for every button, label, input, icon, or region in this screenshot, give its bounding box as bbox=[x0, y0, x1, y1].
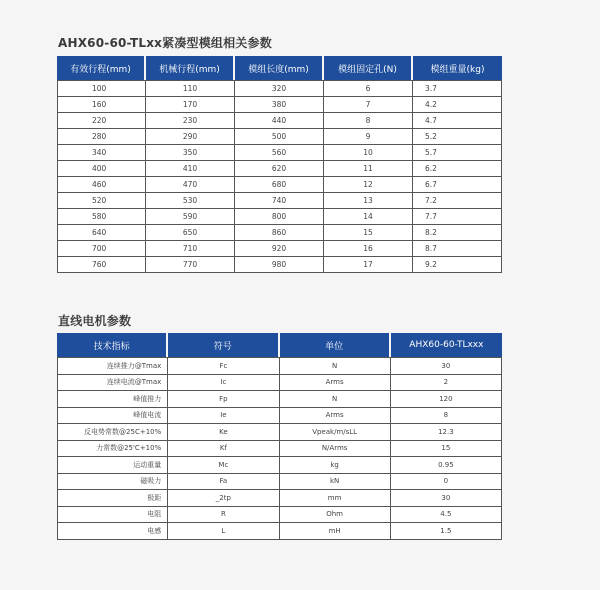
table-row bbox=[57, 225, 502, 241]
table-cell: 980 bbox=[235, 257, 324, 273]
table-cell: 连续电流@Tmax bbox=[57, 375, 168, 392]
table-row bbox=[57, 357, 502, 375]
table-row bbox=[57, 113, 502, 129]
table-cell: 磁吸力 bbox=[57, 474, 168, 491]
table-cell: 13 bbox=[324, 193, 413, 209]
table-cell: 4.7 bbox=[413, 113, 502, 129]
module-params-title: AHX60-60-TLxx紧凑型模组相关参数 bbox=[58, 36, 272, 50]
table-cell: N bbox=[280, 357, 391, 375]
table-cell: 340 bbox=[57, 145, 146, 161]
table-row bbox=[57, 177, 502, 193]
table-cell: R bbox=[168, 507, 279, 524]
table-row bbox=[57, 457, 502, 474]
table-cell: 0 bbox=[391, 474, 502, 491]
table-cell: 760 bbox=[57, 257, 146, 273]
table-cell: 16 bbox=[324, 241, 413, 257]
table-cell: 5.2 bbox=[413, 129, 502, 145]
table-cell: 120 bbox=[391, 391, 502, 408]
table-cell: 10 bbox=[324, 145, 413, 161]
table-row bbox=[57, 145, 502, 161]
table-row bbox=[57, 391, 502, 408]
table-cell: 520 bbox=[57, 193, 146, 209]
table-cell: 电阻 bbox=[57, 507, 168, 524]
table-cell: 14 bbox=[324, 209, 413, 225]
table-cell: mm bbox=[280, 490, 391, 507]
table-cell: 7.7 bbox=[413, 209, 502, 225]
table-cell: 710 bbox=[146, 241, 235, 257]
table-cell: Vpeak/m/sLL bbox=[280, 424, 391, 441]
table-cell: 220 bbox=[57, 113, 146, 129]
table-cell: 740 bbox=[235, 193, 324, 209]
header-fixing-holes: 模组固定孔(N) bbox=[324, 56, 413, 80]
table-cell: Ke bbox=[168, 424, 279, 441]
table-cell: 4.5 bbox=[391, 507, 502, 524]
table-cell: 6.2 bbox=[413, 161, 502, 177]
table-row bbox=[57, 474, 502, 491]
table-cell: _2tp bbox=[168, 490, 279, 507]
table-cell: 峰值电流 bbox=[57, 408, 168, 425]
table-cell: 8.7 bbox=[413, 241, 502, 257]
table-cell: 320 bbox=[235, 80, 324, 97]
table-row bbox=[57, 80, 502, 97]
header-module-weight: 模组重量(kg) bbox=[413, 56, 502, 80]
table-cell: Arms bbox=[280, 408, 391, 425]
table-cell: 3.7 bbox=[413, 80, 502, 97]
table-cell: L bbox=[168, 523, 279, 540]
table-cell: Fa bbox=[168, 474, 279, 491]
table-cell: 640 bbox=[57, 225, 146, 241]
table-cell: 7.2 bbox=[413, 193, 502, 209]
table-cell: 380 bbox=[235, 97, 324, 113]
table-cell: kg bbox=[280, 457, 391, 474]
table-row bbox=[57, 490, 502, 507]
table-cell: 170 bbox=[146, 97, 235, 113]
table-cell: 580 bbox=[57, 209, 146, 225]
table-cell: 17 bbox=[324, 257, 413, 273]
table-row bbox=[57, 209, 502, 225]
table-cell: 5.7 bbox=[413, 145, 502, 161]
table-cell: 400 bbox=[57, 161, 146, 177]
table-header-row bbox=[57, 333, 502, 357]
table-cell: kN bbox=[280, 474, 391, 491]
table-cell: 峰值推力 bbox=[57, 391, 168, 408]
table-cell: Ohm bbox=[280, 507, 391, 524]
table-cell: N/Arms bbox=[280, 441, 391, 458]
table-cell: 770 bbox=[146, 257, 235, 273]
table-cell: 30 bbox=[391, 357, 502, 375]
table-cell: Arms bbox=[280, 375, 391, 392]
table-cell: 110 bbox=[146, 80, 235, 97]
table-cell: 力常数@25'C+10% bbox=[57, 441, 168, 458]
table-row bbox=[57, 507, 502, 524]
motor-params-title: 直线电机参数 bbox=[58, 314, 132, 328]
header-mechanical-stroke: 机械行程(mm) bbox=[146, 56, 235, 80]
table-cell: 590 bbox=[146, 209, 235, 225]
module-params-table bbox=[57, 56, 502, 273]
table-cell: 8 bbox=[324, 113, 413, 129]
table-cell: 500 bbox=[235, 129, 324, 145]
table-cell: 极距 bbox=[57, 490, 168, 507]
table-cell: 8 bbox=[391, 408, 502, 425]
table-cell: 800 bbox=[235, 209, 324, 225]
table-cell: 700 bbox=[57, 241, 146, 257]
header-symbol: 符号 bbox=[168, 333, 279, 357]
table-cell: 15 bbox=[324, 225, 413, 241]
table-cell: 650 bbox=[146, 225, 235, 241]
table-cell: 运动重量 bbox=[57, 457, 168, 474]
header-spec-item: 技术指标 bbox=[57, 333, 168, 357]
table-cell: 620 bbox=[235, 161, 324, 177]
table-cell: Fp bbox=[168, 391, 279, 408]
table-cell: 530 bbox=[146, 193, 235, 209]
table-cell: 470 bbox=[146, 177, 235, 193]
table-cell: 4.2 bbox=[413, 97, 502, 113]
table-row bbox=[57, 193, 502, 209]
motor-params-table bbox=[57, 333, 502, 540]
table-cell: Ic bbox=[168, 375, 279, 392]
table-cell: Ie bbox=[168, 408, 279, 425]
table-cell: 160 bbox=[57, 97, 146, 113]
table-cell: 9.2 bbox=[413, 257, 502, 273]
motor-params-body bbox=[57, 357, 502, 540]
table-cell: 920 bbox=[235, 241, 324, 257]
table-row bbox=[57, 161, 502, 177]
table-cell: N bbox=[280, 391, 391, 408]
table-cell: 7 bbox=[324, 97, 413, 113]
table-cell: 100 bbox=[57, 80, 146, 97]
header-effective-stroke: 有效行程(mm) bbox=[57, 56, 146, 80]
header-module-length: 模组长度(mm) bbox=[235, 56, 324, 80]
table-cell: 反电势常数@25C+10% bbox=[57, 424, 168, 441]
table-row bbox=[57, 241, 502, 257]
table-cell: 410 bbox=[146, 161, 235, 177]
table-cell: 9 bbox=[324, 129, 413, 145]
table-row bbox=[57, 129, 502, 145]
table-cell: 12.3 bbox=[391, 424, 502, 441]
table-cell: 电感 bbox=[57, 523, 168, 540]
table-cell: Fc bbox=[168, 357, 279, 375]
table-cell: 680 bbox=[235, 177, 324, 193]
table-row bbox=[57, 375, 502, 392]
table-cell: 290 bbox=[146, 129, 235, 145]
table-row bbox=[57, 97, 502, 113]
table-cell: 15 bbox=[391, 441, 502, 458]
header-model: AHX60-60-TLxxx bbox=[391, 333, 502, 357]
table-cell: 440 bbox=[235, 113, 324, 129]
table-cell: Kf bbox=[168, 441, 279, 458]
table-cell: 1.5 bbox=[391, 523, 502, 540]
table-row bbox=[57, 257, 502, 273]
table-cell: 30 bbox=[391, 490, 502, 507]
table-cell: mH bbox=[280, 523, 391, 540]
module-params-body bbox=[57, 80, 502, 273]
table-cell: 560 bbox=[235, 145, 324, 161]
table-row bbox=[57, 523, 502, 540]
table-cell: 11 bbox=[324, 161, 413, 177]
header-unit: 单位 bbox=[280, 333, 391, 357]
table-cell: 6 bbox=[324, 80, 413, 97]
table-cell: 350 bbox=[146, 145, 235, 161]
table-cell: 280 bbox=[57, 129, 146, 145]
table-cell: 6.7 bbox=[413, 177, 502, 193]
table-cell: 460 bbox=[57, 177, 146, 193]
table-cell: 860 bbox=[235, 225, 324, 241]
table-cell: 230 bbox=[146, 113, 235, 129]
table-cell: 2 bbox=[391, 375, 502, 392]
table-row bbox=[57, 408, 502, 425]
table-row bbox=[57, 441, 502, 458]
table-row bbox=[57, 424, 502, 441]
table-cell: 连续推力@Tmax bbox=[57, 357, 168, 375]
table-header-row bbox=[57, 56, 502, 80]
table-cell: 12 bbox=[324, 177, 413, 193]
table-cell: 0.95 bbox=[391, 457, 502, 474]
table-cell: Mc bbox=[168, 457, 279, 474]
table-cell: 8.2 bbox=[413, 225, 502, 241]
